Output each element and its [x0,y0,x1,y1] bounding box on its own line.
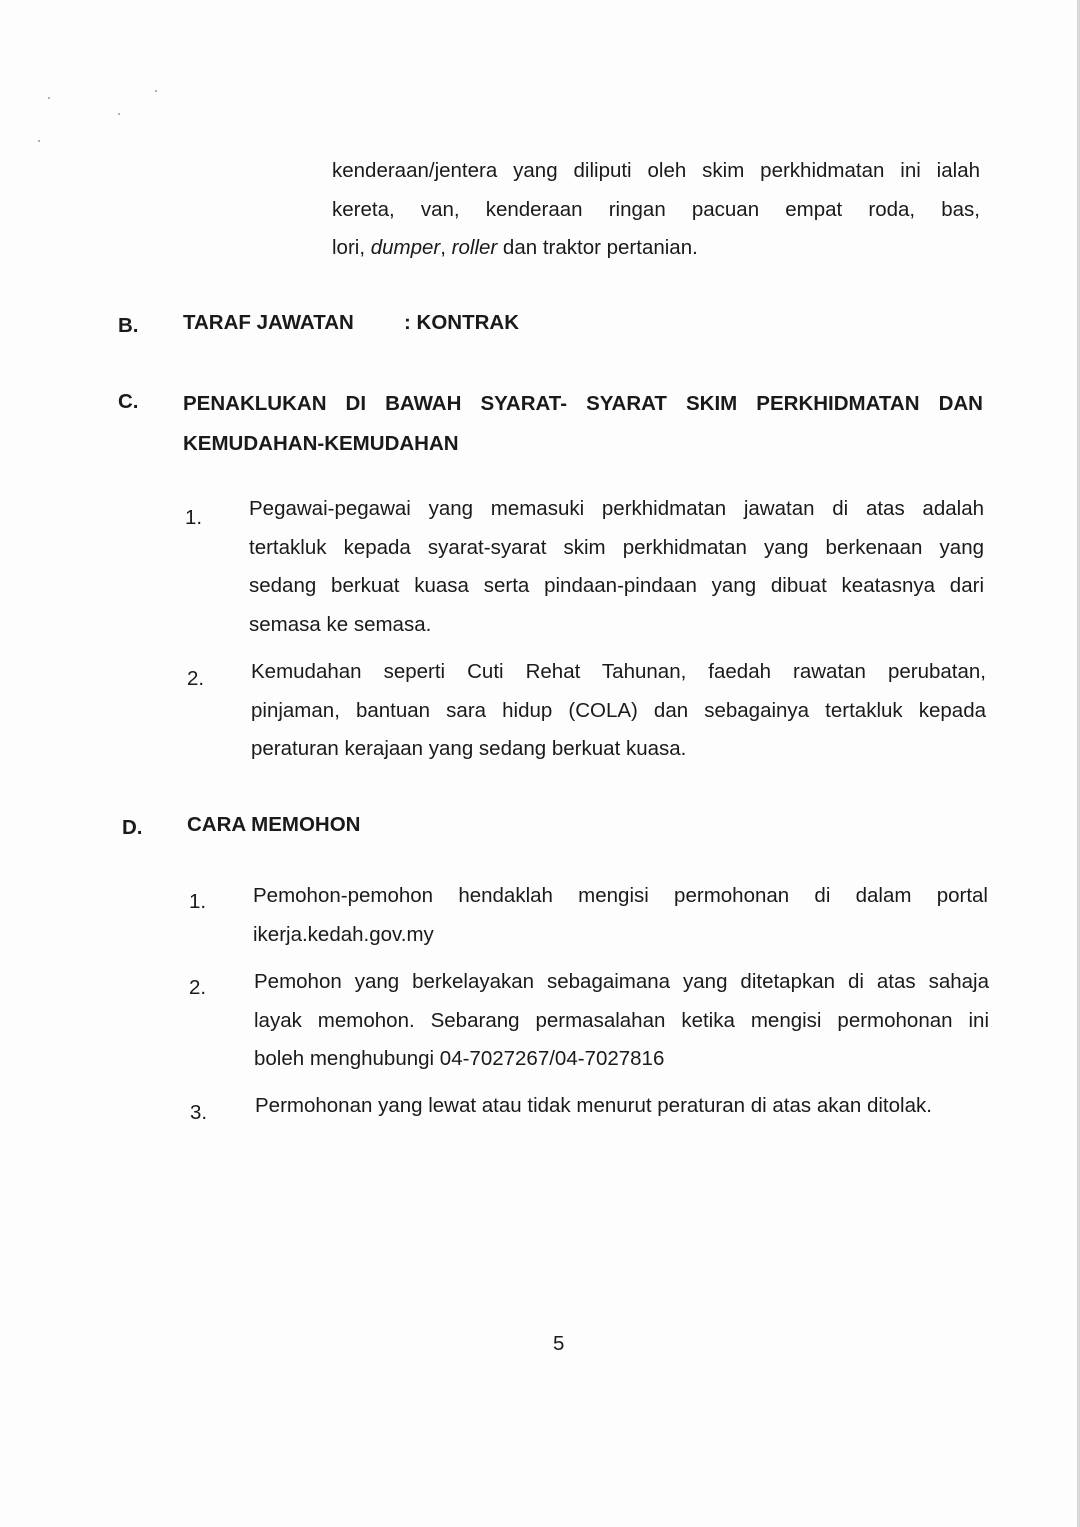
section-d-item-number: 2. [189,976,207,999]
section-c-item-1 [249,490,984,644]
section-d-item-number: 3. [190,1101,208,1124]
list-item-line: sedang berkuat kuasa serta pindaan-pindaan yang dibuat keatasnya dari [249,574,984,597]
list-item-line: Permohonan yang lewat atau tidak menurut peraturan di atas akan ditolak. [255,1094,932,1117]
list-item-line: boleh menghubungi 04-7027267/04-7027816 [254,1047,665,1070]
section-d-item-3 [255,1087,990,1126]
section-b-letter: B. [118,314,139,337]
scan-speck [38,140,40,142]
section-c-title: PENAKLUKAN DI BAWAH SYARAT- SYARAT SKIM PERKHIDMATAN DAN KEMUDAHAN-KEMUDAHAN [183,392,983,455]
intro-line: kenderaan/jentera yang diliputi oleh skim perkhidmatan ini ialah [332,159,980,182]
list-item-line: peraturan kerajaan yang sedang berkuat kuasa. [251,737,687,760]
intro-line: kereta, van, kenderaan ringan pacuan empat roda, bas, [332,197,980,221]
section-c-item-number: 1. [185,506,203,529]
list-item-line: Pemohon-pemohon hendaklah mengisi permohonan di dalam portal [253,884,988,907]
section-b-label: TARAF JAWATAN [183,311,354,334]
section-c-letter: C. [118,390,139,413]
list-item-line: Pemohon yang berkelayakan sebagaimana yang ditetapkan di atas sahaja [254,970,989,993]
section-d-item-1 [253,877,988,954]
section-c-item-2 [251,653,986,769]
intro-paragraph [332,152,980,268]
section-d-letter: D. [122,816,143,839]
list-item-line: Kemudahan seperti Cuti Rehat Tahunan, faedah rawatan perubatan, [251,660,986,683]
list-item-line: Pegawai-pegawai yang memasuki perkhidmatan jawatan di atas adalah [249,497,984,520]
section-d-item-number: 1. [189,890,207,913]
list-item-line: semasa ke semasa. [249,612,432,636]
intro-line: lori, dumper, roller dan traktor pertanian. [332,236,698,259]
section-d-title: CARA MEMOHON [187,813,361,836]
list-item-line: ikerja.kedah.gov.my [253,922,434,946]
scan-speck [48,97,50,99]
list-item-line: pinjaman, bantuan sara hidup (COLA) dan sebagainya tertakluk kepada [251,698,986,722]
section-c-item-number: 2. [187,667,205,690]
page-number: 5 [553,1332,565,1355]
section-d-item-2 [254,963,989,1079]
section-b-value: : KONTRAK [404,311,520,334]
list-item-line: tertakluk kepada syarat-syarat skim perkhidmatan yang berkenaan yang [249,535,984,559]
list-item-line: layak memohon. Sebarang permasalahan ketika mengisi permohonan ini [254,1008,989,1032]
scan-speck [118,113,120,115]
scan-speck [155,90,157,92]
